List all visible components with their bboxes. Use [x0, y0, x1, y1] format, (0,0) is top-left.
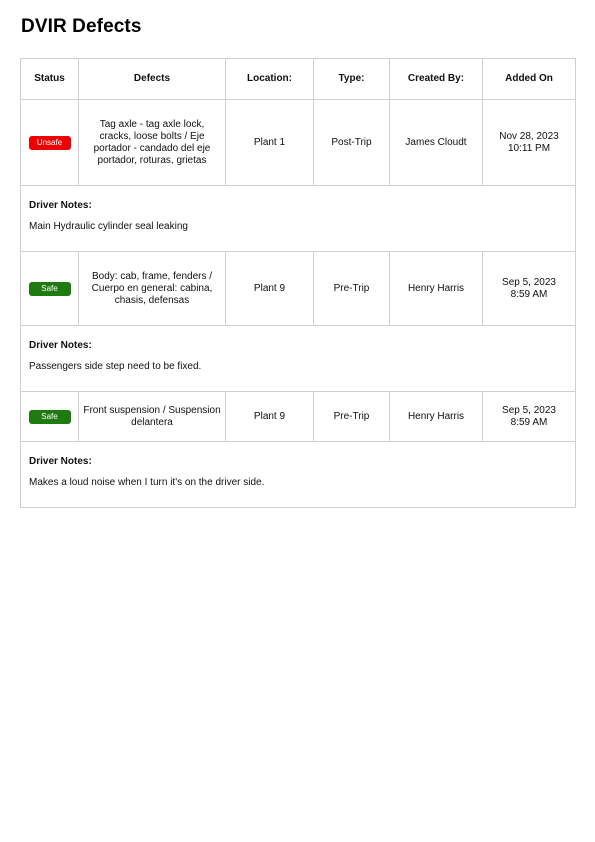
column-header-type: Type:: [314, 59, 390, 100]
added-on-date: Nov 28, 2023: [499, 130, 559, 142]
added-on-time: 8:59 AM: [510, 416, 548, 428]
column-header-location: Location:: [226, 59, 314, 100]
type-cell: Pre-Trip: [314, 392, 390, 442]
defects-cell: Front suspension / Suspension delantera: [79, 392, 226, 442]
added-on-cell: [483, 252, 576, 326]
added-on-cell: [483, 392, 576, 442]
status-badge: Safe: [29, 410, 71, 424]
driver-notes-text: Passengers side step need to be fixed.: [29, 361, 202, 372]
driver-notes-cell: [21, 326, 576, 392]
defects-cell: Tag axle - tag axle lock, cracks, loose bolts / Eje portador - candado del eje portador, roturas, grietas: [79, 100, 226, 186]
created-by-cell: James Cloudt: [390, 100, 483, 186]
location-cell: Plant 9: [226, 392, 314, 442]
added-on-cell: [483, 100, 576, 186]
status-badge: Safe: [29, 282, 71, 296]
created-by-cell: Henry Harris: [390, 252, 483, 326]
table-header-row: [21, 59, 576, 100]
column-header-defects: Defects: [79, 59, 226, 100]
table-row: [21, 100, 576, 186]
driver-notes-row: [21, 326, 576, 392]
location-cell: Plant 1: [226, 100, 314, 186]
page-title: DVIR Defects: [21, 16, 142, 37]
driver-notes-text: Main Hydraulic cylinder seal leaking: [29, 221, 188, 232]
driver-notes-label: Driver Notes:: [29, 456, 92, 467]
driver-notes-cell: [21, 442, 576, 508]
status-badge: Unsafe: [29, 136, 71, 150]
defects-cell: Body: cab, frame, fenders / Cuerpo en general: cabina, chasis, defensas: [79, 252, 226, 326]
status-cell: [21, 100, 79, 186]
status-cell: [21, 252, 79, 326]
driver-notes-label: Driver Notes:: [29, 340, 92, 351]
added-on-time: 10:11 PM: [507, 142, 551, 154]
defects-table: [20, 58, 576, 508]
column-header-created-by: Created By:: [390, 59, 483, 100]
created-by-cell: Henry Harris: [390, 392, 483, 442]
status-cell: [21, 392, 79, 442]
added-on-date: Sep 5, 2023: [502, 404, 556, 416]
table-row: [21, 392, 576, 442]
driver-notes-cell: [21, 186, 576, 252]
added-on-time: 8:59 AM: [510, 288, 548, 300]
type-cell: Pre-Trip: [314, 252, 390, 326]
driver-notes-text: Makes a loud noise when I turn it's on the driver side.: [29, 477, 265, 488]
column-header-status: Status: [21, 59, 79, 100]
type-cell: Post-Trip: [314, 100, 390, 186]
table-row: [21, 252, 576, 326]
column-header-added-on: Added On: [483, 59, 576, 100]
added-on-date: Sep 5, 2023: [502, 276, 556, 288]
driver-notes-row: [21, 442, 576, 508]
location-cell: Plant 9: [226, 252, 314, 326]
driver-notes-label: Driver Notes:: [29, 200, 92, 211]
driver-notes-row: [21, 186, 576, 252]
